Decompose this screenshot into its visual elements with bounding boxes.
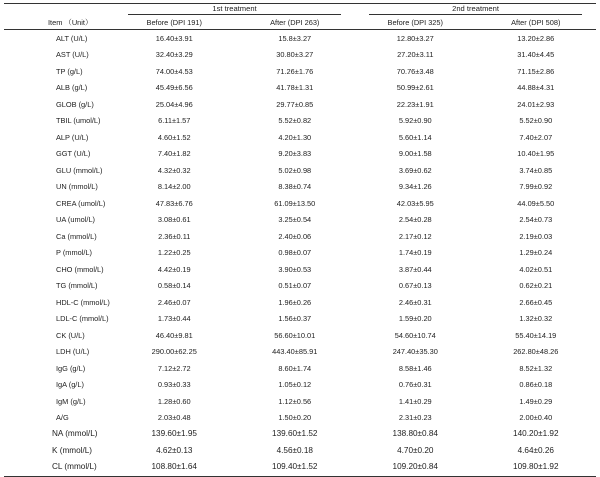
value-after-1-cell: 9.20±3.83 (278, 149, 312, 159)
value-before-1-cell: 139.60±1.95 (151, 429, 197, 439)
item-name-cell: UA (umol/L) (56, 215, 96, 225)
item-name-cell: TBIL (umol/L) (56, 116, 101, 126)
value-before-2-cell: 2.31±0.23 (398, 413, 432, 423)
value-before-2-cell: 12.80±3.27 (396, 33, 434, 43)
item-name-cell: A/G (56, 413, 69, 423)
value-after-1-cell: 109.40±1.52 (235, 459, 356, 476)
value-before-2-cell: 3.87±0.44 (398, 264, 432, 274)
value-after-1-cell: 1.96±0.26 (278, 297, 312, 307)
value-after-2-cell: 13.20±2.86 (517, 33, 555, 43)
table-row (4, 228, 596, 245)
value-after-1-cell: 3.90±0.53 (278, 264, 312, 274)
value-after-1-cell: 5.52±0.82 (278, 116, 312, 126)
group-header-second-label: 2nd treatment (369, 5, 582, 16)
value-after-1-cell: 4.20±1.30 (278, 132, 312, 142)
item-name-cell: CL (mmol/L) (4, 459, 114, 476)
value-after-2-cell: 8.52±1.32 (519, 363, 553, 373)
value-after-2-cell: 44.88±4.31 (517, 83, 555, 93)
value-before-1-cell: 108.80±1.64 (114, 459, 235, 476)
item-name-cell: GLOB (g/L) (56, 99, 94, 109)
value-before-2-cell: 5.60±1.14 (398, 132, 432, 142)
value-after-2-cell: 0.86±0.18 (519, 380, 553, 390)
value-after-1-cell: 8.60±1.74 (278, 363, 312, 373)
value-after-1-cell: 443.40±85.91 (272, 347, 318, 357)
value-after-1-cell: 29.77±0.85 (276, 99, 314, 109)
item-name-cell: GLU (mmol/L) (56, 165, 103, 175)
value-before-1-cell: 7.12±2.72 (157, 363, 191, 373)
value-before-1-cell: 25.04±4.96 (155, 99, 193, 109)
value-after-2-cell: 2.00±0.40 (519, 413, 553, 423)
value-before-2-cell: 247.40±35.30 (392, 347, 438, 357)
item-name-cell: CHO (mmol/L) (56, 264, 104, 274)
item-name-cell: CREA (umol/L) (56, 198, 106, 208)
table-row (4, 410, 596, 427)
value-after-1-cell: 1.12±0.56 (278, 396, 312, 406)
table-row (4, 80, 596, 97)
value-after-1-cell: 5.02±0.98 (278, 165, 312, 175)
value-before-1-cell: 1.73±0.44 (157, 314, 191, 324)
value-before-1-cell: 2.36±0.11 (158, 231, 191, 241)
group-header-spacer (4, 4, 114, 17)
value-after-2-cell: 71.15±2.86 (517, 66, 555, 76)
item-name-cell: UN (mmol/L) (56, 182, 98, 192)
table-row (4, 344, 596, 361)
value-before-2-cell: 42.03±5.95 (396, 198, 434, 208)
value-before-2-cell: 27.20±3.11 (397, 50, 434, 60)
table-row (4, 96, 596, 113)
table-row (4, 245, 596, 262)
value-before-2-cell: 2.46±0.31 (398, 297, 432, 307)
value-before-2-cell: 5.92±0.90 (398, 116, 432, 126)
item-name-cell: TG (mmol/L) (56, 281, 98, 291)
value-after-1-cell: 0.51±0.07 (278, 281, 312, 291)
value-after-1-cell: 0.98±0.07 (278, 248, 312, 258)
value-after-2-cell: 5.52±0.90 (519, 116, 553, 126)
table-row (4, 179, 596, 196)
value-after-1-cell: 1.05±0.12 (278, 380, 312, 390)
value-before-1-cell: 7.40±1.82 (157, 149, 191, 159)
value-before-1-cell: 4.42±0.19 (157, 264, 191, 274)
value-after-1-cell: 56.60±10.01 (274, 330, 316, 340)
item-name-cell: IgA (g/L) (56, 380, 84, 390)
item-name-cell: Ca (mmol/L) (56, 231, 97, 241)
group-header-second (355, 4, 596, 17)
table-row (4, 146, 596, 163)
table-header (4, 4, 596, 30)
column-header-before-1: Before (DPI 191) (114, 16, 235, 30)
value-before-1-cell: 2.03±0.48 (157, 413, 191, 423)
value-after-2-cell: 10.40±1.95 (517, 149, 555, 159)
value-before-2-cell: 9.00±1.58 (398, 149, 432, 159)
value-after-2-cell: 7.99±0.92 (519, 182, 553, 192)
value-before-1-cell: 0.58±0.14 (157, 281, 191, 291)
value-before-1-cell: 47.83±6.76 (155, 198, 193, 208)
table-row (4, 278, 596, 295)
table-row (4, 393, 596, 410)
item-name-cell: ALT (U/L) (56, 33, 88, 43)
item-name-cell: ALB (g/L) (56, 83, 88, 93)
value-after-2-cell: 140.20±1.92 (513, 429, 559, 439)
value-before-2-cell: 0.76±0.31 (398, 380, 432, 390)
value-after-2-cell: 1.32±0.32 (519, 314, 553, 324)
table-row (4, 162, 596, 179)
column-header-before-2: Before (DPI 325) (355, 16, 476, 30)
value-before-1-cell: 4.62±0.13 (156, 445, 193, 455)
value-after-2-cell: 44.09±5.50 (517, 198, 555, 208)
value-before-2-cell: 138.80±0.84 (392, 429, 438, 439)
value-after-1-cell: 8.38±0.74 (278, 182, 312, 192)
value-before-2-cell: 1.41±0.29 (398, 396, 432, 406)
item-name-cell: IgM (g/L) (56, 396, 86, 406)
value-before-2-cell: 8.58±1.46 (398, 363, 432, 373)
value-before-1-cell: 46.40±9.81 (155, 330, 193, 340)
value-after-1-cell: 30.80±3.27 (276, 50, 314, 60)
value-before-2-cell: 3.69±0.62 (398, 165, 432, 175)
table-row (4, 311, 596, 328)
value-after-2-cell: 1.49±0.29 (519, 396, 553, 406)
value-after-2-cell: 2.66±0.45 (519, 297, 553, 307)
value-before-1-cell: 4.60±1.52 (157, 132, 191, 142)
item-name-cell: NA (mmol/L) (52, 429, 98, 439)
value-before-2-cell: 9.34±1.26 (398, 182, 432, 192)
value-before-1-cell: 290.00±62.25 (151, 347, 197, 357)
value-after-2-cell: 0.62±0.21 (519, 281, 553, 291)
value-before-2-cell: 1.59±0.20 (398, 314, 432, 324)
table-row (4, 294, 596, 311)
lab-results-table (4, 3, 596, 477)
item-name-cell: IgG (g/L) (56, 363, 86, 373)
value-after-1-cell: 3.25±0.54 (278, 215, 312, 225)
item-name-cell: AST (U/L) (56, 50, 89, 60)
value-before-1-cell: 16.40±3.91 (155, 33, 193, 43)
value-after-1-cell: 71.26±1.76 (276, 66, 314, 76)
value-after-1-cell: 41.78±1.31 (276, 83, 314, 93)
group-header-first-label: 1st treatment (128, 5, 341, 16)
value-before-1-cell: 8.14±2.00 (157, 182, 191, 192)
value-before-1-cell: 74.00±4.53 (155, 66, 193, 76)
value-before-1-cell: 1.22±0.25 (157, 248, 191, 258)
table-row (4, 113, 596, 130)
item-name-cell: P (mmol/L) (56, 248, 93, 258)
group-header-row (4, 4, 596, 17)
value-after-1-cell: 15.8±3.27 (278, 33, 312, 43)
value-before-2-cell: 54.60±10.74 (394, 330, 436, 340)
value-after-2-cell: 1.29±0.24 (519, 248, 553, 258)
group-header-first (114, 4, 355, 17)
value-after-1-cell: 4.56±0.18 (276, 445, 313, 455)
table-row (4, 30, 596, 47)
item-name-cell: ALP (U/L) (56, 132, 89, 142)
value-after-2-cell: 109.80±1.92 (476, 459, 597, 476)
value-after-2-cell: 3.74±0.85 (519, 165, 553, 175)
value-before-2-cell: 1.74±0.19 (398, 248, 432, 258)
value-before-2-cell: 50.99±2.61 (396, 83, 434, 93)
value-after-1-cell: 2.40±0.06 (278, 231, 312, 241)
value-before-2-cell: 0.67±0.13 (398, 281, 432, 291)
table-row (4, 63, 596, 80)
value-after-2-cell: 2.54±0.73 (519, 215, 553, 225)
column-header-after-2: After (DPI 508) (476, 16, 597, 30)
item-name-cell: LDL-C (mmol/L) (56, 314, 109, 324)
table-row (4, 195, 596, 212)
table-row (4, 459, 596, 476)
column-header-row (4, 16, 596, 30)
column-header-after-1: After (DPI 263) (235, 16, 356, 30)
value-before-2-cell: 2.17±0.12 (398, 231, 432, 241)
value-before-1-cell: 3.08±0.61 (157, 215, 191, 225)
table-row (4, 327, 596, 344)
value-before-1-cell: 2.46±0.07 (157, 297, 191, 307)
table-row (4, 261, 596, 278)
value-after-2-cell: 2.19±0.03 (519, 231, 553, 241)
item-column-header: Item （Unit） (4, 16, 114, 30)
table-row (4, 212, 596, 229)
table-row (4, 426, 596, 443)
value-before-1-cell: 0.93±0.33 (157, 380, 191, 390)
item-name-cell: LDH (U/L) (56, 347, 90, 357)
value-after-2-cell: 262.80±48.26 (513, 347, 559, 357)
value-before-2-cell: 109.20±0.84 (355, 459, 476, 476)
table-row (4, 360, 596, 377)
value-before-1-cell: 32.40±3.29 (155, 50, 193, 60)
item-name-cell: CK (U/L) (56, 330, 85, 340)
value-after-2-cell: 55.40±14.19 (515, 330, 557, 340)
item-name-cell: GGT (U/L) (56, 149, 91, 159)
value-before-2-cell: 4.70±0.20 (397, 445, 434, 455)
value-before-2-cell: 70.76±3.48 (396, 66, 434, 76)
item-name-cell: TP (g/L) (56, 66, 83, 76)
table-row (4, 129, 596, 146)
value-after-2-cell: 24.01±2.93 (517, 99, 555, 109)
value-before-1-cell: 4.32±0.32 (157, 165, 191, 175)
value-after-2-cell: 7.40±2.07 (519, 132, 553, 142)
value-before-1-cell: 6.11±1.57 (158, 116, 191, 126)
table-body (4, 30, 596, 477)
value-before-2-cell: 22.23±1.91 (396, 99, 434, 109)
value-after-2-cell: 4.02±0.51 (519, 264, 553, 274)
value-before-1-cell: 45.49±6.56 (155, 83, 193, 93)
item-name-cell: K (mmol/L) (52, 445, 93, 455)
table-row (4, 443, 596, 460)
value-after-1-cell: 61.09±13.50 (274, 198, 316, 208)
table-row (4, 377, 596, 394)
value-after-2-cell: 31.40±4.45 (517, 50, 555, 60)
value-after-1-cell: 1.56±0.37 (278, 314, 312, 324)
value-after-2-cell: 4.64±0.26 (517, 445, 554, 455)
value-before-2-cell: 2.54±0.28 (398, 215, 432, 225)
item-name-cell: HDL-C (mmol/L) (56, 297, 110, 307)
value-after-1-cell: 139.60±1.52 (272, 429, 318, 439)
value-after-1-cell: 1.50±0.20 (278, 413, 312, 423)
table-row (4, 47, 596, 64)
value-before-1-cell: 1.28±0.60 (157, 396, 191, 406)
